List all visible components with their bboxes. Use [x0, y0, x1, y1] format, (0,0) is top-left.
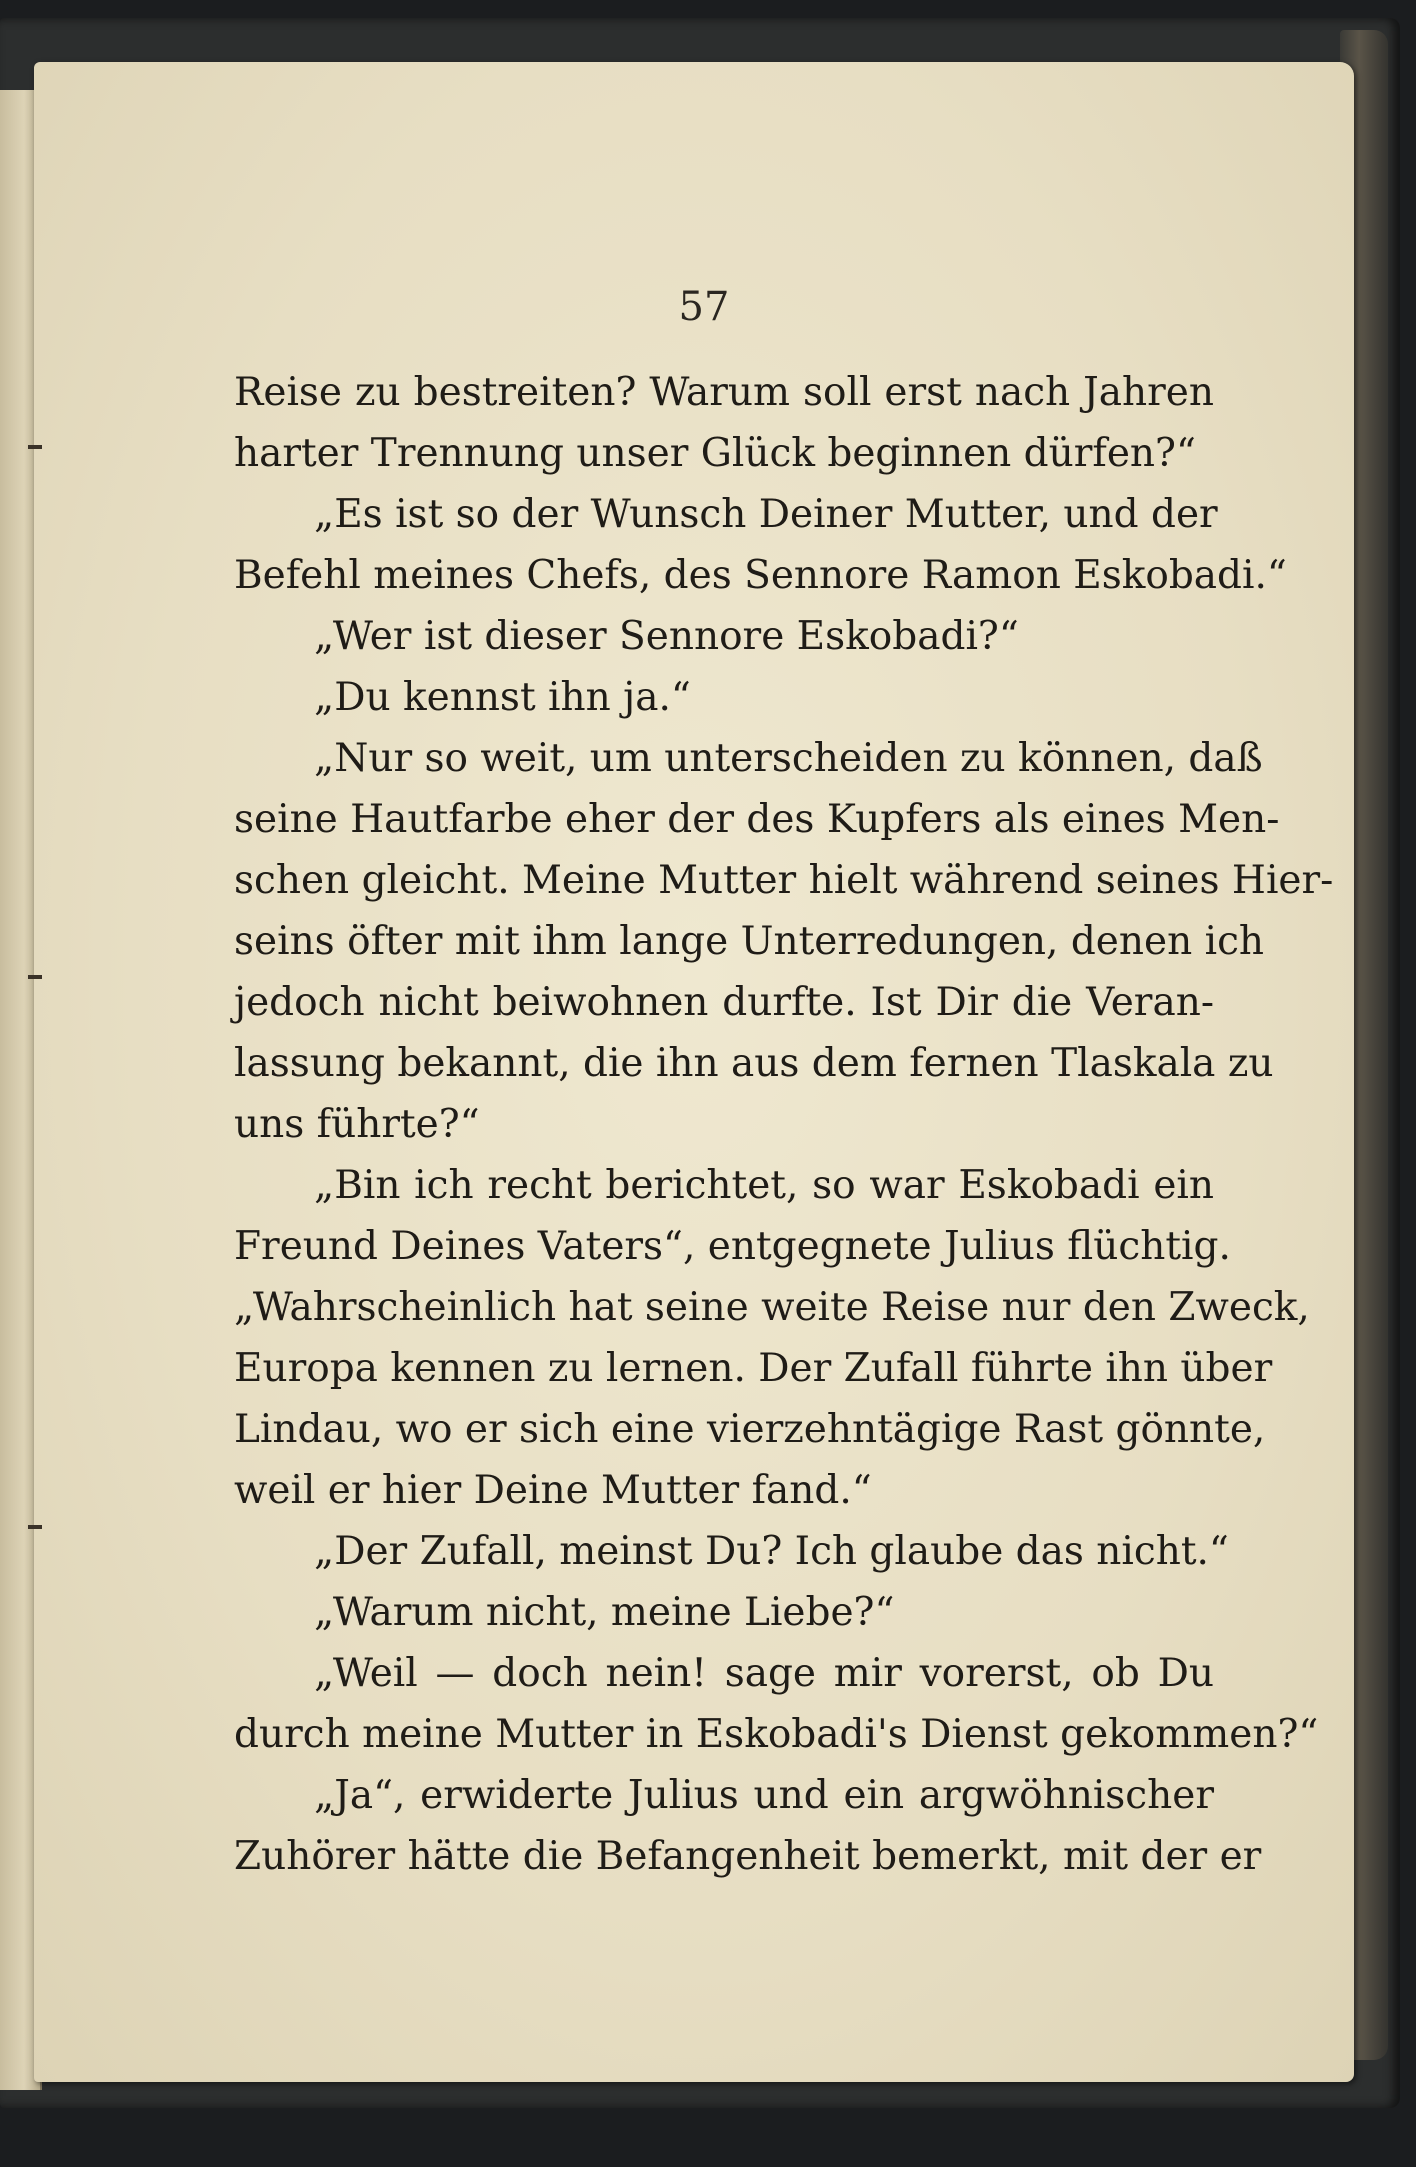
text-line: Lindau, wo er sich eine vierzehntägige Rast gönnte, [234, 1407, 1266, 1452]
body-text [234, 362, 1334, 1887]
text-line: „Du kennst ihn ja.“ [314, 675, 691, 720]
text-line: seins öfter mit ihm lange Unterredungen, denen ich [234, 919, 1265, 964]
text-line: Zuhörer hätte die Befangenheit bemerkt, mit der er [234, 1834, 1262, 1879]
text-line: „Wahrscheinlich hat seine weite Reise nur den Zweck, [234, 1285, 1310, 1330]
text-line: „Nur so weit, um unterscheiden zu können, daß [314, 736, 1263, 781]
text-line: seine Hautfarbe eher der des Kupfers als eines Men- [234, 797, 1280, 842]
gutter-mark [28, 445, 42, 449]
text-line: Europa kennen zu lernen. Der Zufall führte ihn über [234, 1346, 1273, 1391]
text-line: Befehl meines Chefs, des Sennore Ramon Eskobadi.“ [234, 553, 1287, 598]
gutter-mark [28, 1525, 42, 1529]
text-line: „Ja“, erwiderte Julius und ein argwöhnischer [314, 1773, 1214, 1818]
text-line: „Wer ist dieser Sennore Eskobadi?“ [314, 614, 1019, 659]
text-line: Reise zu bestreiten? Warum soll erst nach Jahren [234, 370, 1214, 415]
text-line: „Bin ich recht berichtet, so war Eskobadi ein [314, 1163, 1214, 1208]
text-line: weil er hier Deine Mutter fand.“ [234, 1468, 872, 1513]
text-line: Freund Deines Vaters“, entgegnete Julius flüchtig. [234, 1224, 1231, 1269]
text-line: jedoch nicht beiwohnen durfte. Ist Dir die Veran- [234, 980, 1214, 1025]
text-line: uns führte?“ [234, 1102, 480, 1147]
text-line: „Weil — doch nein! sage mir vorerst, ob Du [314, 1651, 1214, 1696]
book-page [34, 62, 1354, 2082]
text-line: „Warum nicht, meine Liebe?“ [314, 1590, 895, 1635]
text-line: harter Trennung unser Glück beginnen dürfen?“ [234, 431, 1196, 476]
text-line: „Es ist so der Wunsch Deiner Mutter, und der [314, 492, 1218, 537]
page-number: 57 [678, 284, 730, 330]
gutter-mark [28, 975, 42, 979]
text-line: „Der Zufall, meinst Du? Ich glaube das nicht.“ [314, 1529, 1229, 1574]
text-line: schen gleicht. Meine Mutter hielt während seines Hier- [234, 858, 1334, 903]
text-line: lassung bekannt, die ihn aus dem fernen Tlaskala zu [234, 1041, 1274, 1086]
text-line: durch meine Mutter in Eskobadi's Dienst gekommen?“ [234, 1712, 1319, 1757]
